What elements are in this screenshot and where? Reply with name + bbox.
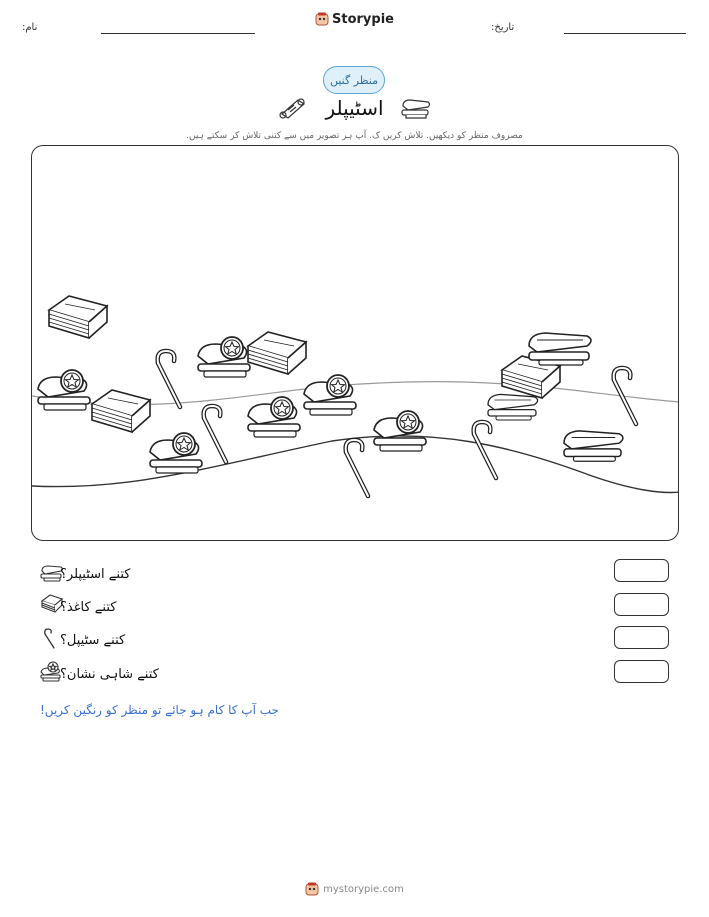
seal-stapler-item [198, 337, 250, 377]
seal-stapler-item [374, 411, 426, 451]
question-staplers: کتنے اسٹیپلر؟ [60, 567, 131, 582]
paper-stack-item [92, 390, 150, 432]
badge: منظر گنیں [323, 66, 385, 94]
stapler-item [564, 431, 623, 461]
date-field[interactable] [564, 33, 686, 34]
brand-name: Storypie [332, 12, 394, 27]
seal-stapler-item [38, 370, 90, 410]
subtitle: مصروف منظر کو دیکھیں. تلاش کریں ک. آپ ہر تصویر میں سے کتنی تلاش کر سکتے ہیں. [186, 131, 523, 141]
storypie-footer-logo-icon [305, 882, 319, 899]
paper-stack-item [248, 332, 306, 374]
answer-box-papers[interactable] [614, 593, 669, 616]
stapler-item [488, 394, 538, 420]
answer-box-staples[interactable] [614, 626, 669, 649]
stapler-item [529, 333, 591, 365]
footer [0, 882, 709, 899]
staple-remover-item [204, 406, 226, 462]
seal-stapler-item [150, 433, 202, 473]
staple-remover-item [346, 440, 368, 496]
answer-box-staplers[interactable] [614, 559, 669, 582]
coloring-instruction: جب آپ کا کام ہو جائے تو منظر کو رنگین کریں! [40, 703, 279, 717]
question-royal-seals: کتنے شاہی نشان؟ [60, 667, 159, 682]
footer-url[interactable]: mystorypie.com [323, 884, 404, 895]
name-field[interactable] [101, 33, 255, 34]
date-label: تاریخ: [491, 22, 515, 33]
staple-remover-item [474, 422, 496, 478]
name-label: نام: [22, 22, 38, 33]
staple-remover-item [158, 351, 180, 407]
scene-illustration [32, 146, 679, 541]
page-title: اسٹیپلر [325, 96, 384, 120]
answer-box-royal-seals[interactable] [614, 660, 669, 683]
seal-stapler-item [248, 397, 300, 437]
storypie-logo-icon [315, 12, 329, 30]
seal-stapler-item [304, 375, 356, 415]
paper-stack-item [49, 296, 107, 338]
title-stapler-icon [400, 96, 432, 124]
question-papers: کتنے کاغذ؟ [60, 600, 117, 615]
brand [0, 12, 709, 30]
question-staples: کتنے سٹیپل؟ [60, 633, 126, 648]
scene-frame [31, 145, 679, 541]
